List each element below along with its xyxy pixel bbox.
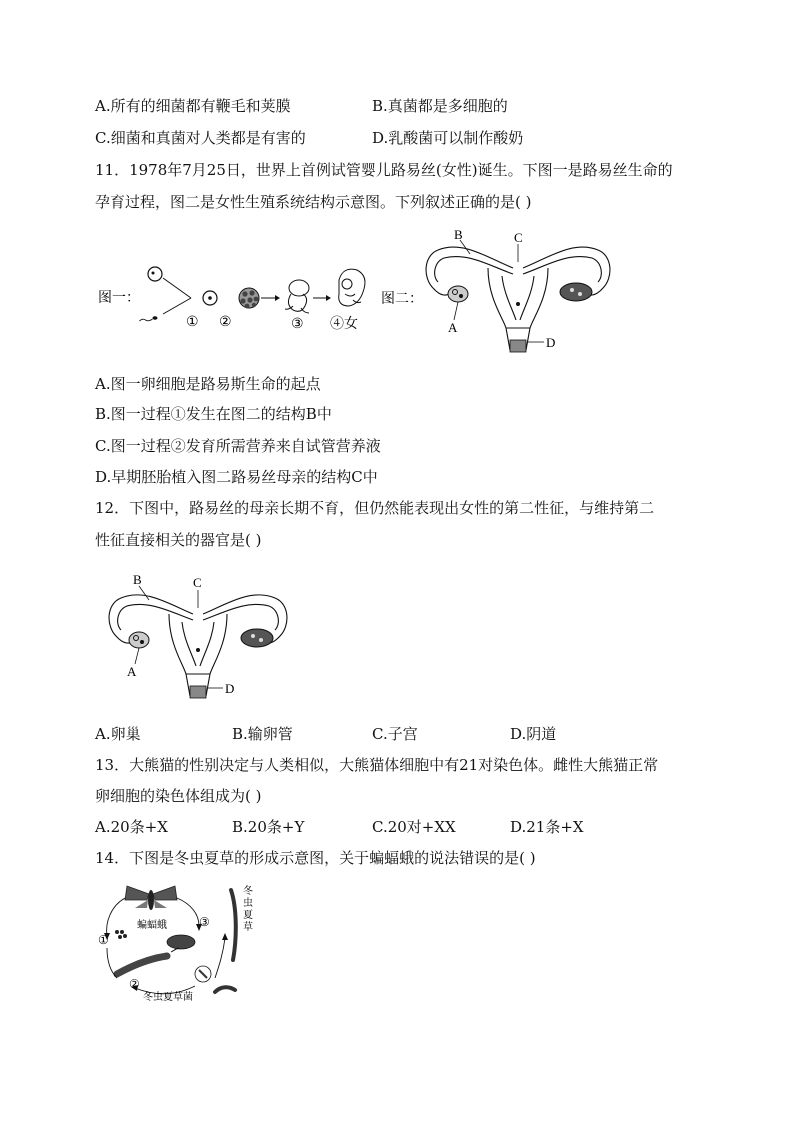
q11-option-b: B.图一过程①发生在图二的结构B中 [95, 405, 332, 423]
q11-stem-line2: 孕育过程，图二是女性生殖系统结构示意图。下列叙述正确的是( ) [95, 193, 532, 211]
figure-label-d: D [225, 681, 235, 696]
step4-label: ④女 [330, 317, 358, 332]
q11-option-d: D.早期胚胎植入图二路易丝母亲的结构C中 [95, 468, 378, 486]
figure2-label-d: D [546, 335, 556, 350]
figure-label-b: B [133, 572, 142, 587]
figure2-label: 图二： [381, 292, 423, 307]
figure2-label-c: C [514, 230, 523, 245]
step2-label: ② [129, 977, 140, 991]
q11-figure1-development [95, 258, 370, 338]
figure1-label: 图一： [98, 291, 140, 306]
left-ovary [448, 286, 468, 302]
q12-option-b: B.输卵管 [232, 725, 293, 743]
fetus-icon [339, 269, 365, 306]
q12-stem-line1: 12．下图中，路易丝的母亲长期不育，但仍然能表现出女性的第二性征，与维持第二 [95, 499, 655, 517]
q12-option-a: A.卵巢 [95, 725, 141, 743]
q12-option-c: C.子宫 [372, 725, 418, 743]
q13-option-d: D.21条+X [510, 818, 584, 836]
q12-option-d: D.阴道 [510, 725, 557, 743]
q13-stem-line2: 卵细胞的染色体组成为( ) [95, 787, 262, 805]
figure-label-a: A [127, 664, 137, 679]
infected-larva-icon [215, 987, 235, 992]
q10-option-b: B.真菌都是多细胞的 [372, 97, 508, 115]
step2-label: ② [219, 315, 232, 330]
egg-cell-icon [148, 267, 162, 281]
q11-option-c: C.图一过程②发育所需营养来自试管营养液 [95, 437, 381, 455]
larva-icon [117, 956, 167, 974]
q12-figure-reproductive-system [95, 570, 300, 702]
q11-option-a: A.图一卵细胞是路易斯生命的起点 [95, 375, 321, 393]
q13-stem-line1: 13．大熊猫的性别决定与人类相似，大熊猫体细胞中有21对染色体。雌性大熊猫正常 [95, 756, 659, 774]
step1-label: ① [186, 315, 199, 330]
figure-label-c: C [193, 575, 202, 590]
cordyceps-icon [231, 890, 236, 960]
right-ovary [560, 283, 592, 301]
figure2-label-b: B [454, 228, 463, 242]
right-ovary [241, 629, 273, 647]
q13-option-b: B.20条+Y [232, 818, 305, 836]
fungus-label: 冬虫夏草菌 [143, 992, 193, 1002]
q14-figure-cordyceps-lifecycle [95, 878, 255, 1002]
q11-stem-line1: 11．1978年7月25日，世界上首例试管婴儿路易丝(女性)诞生。下图一是路易丝生命的 [95, 161, 673, 179]
embryo-icon [285, 280, 309, 313]
pupa-icon [167, 935, 195, 949]
q13-option-a: A.20条+X [95, 818, 168, 836]
moth-icon [125, 886, 177, 910]
figure2-label-a: A [448, 320, 458, 335]
q11-figure2-reproductive-system [378, 228, 618, 356]
q10-option-d: D.乳酸菌可以制作酸奶 [372, 129, 524, 147]
morula-icon [239, 288, 259, 308]
sperm-cell-icon [153, 316, 158, 320]
step1-label: ① [98, 933, 109, 947]
left-ovary [129, 632, 149, 648]
q14-stem-line1: 14．下图是冬虫夏草的形成示意图，关于蝙蝠蛾的说法错误的是( ) [95, 849, 536, 867]
q10-option-a: A.所有的细菌都有鞭毛和荚膜 [95, 97, 291, 115]
eggs-icon [115, 930, 127, 939]
q13-option-c: C.20对+XX [372, 818, 456, 836]
q12-stem-line2: 性征直接相关的器官是( ) [95, 531, 262, 549]
q10-option-c: C.细菌和真菌对人类都是有害的 [95, 129, 306, 147]
step3-label: ③ [199, 915, 210, 929]
moth-label: 蝙蝠蛾 [137, 920, 167, 931]
step3-label: ③ [291, 317, 304, 332]
cordyceps-label: 冬虫夏草 [243, 886, 253, 933]
